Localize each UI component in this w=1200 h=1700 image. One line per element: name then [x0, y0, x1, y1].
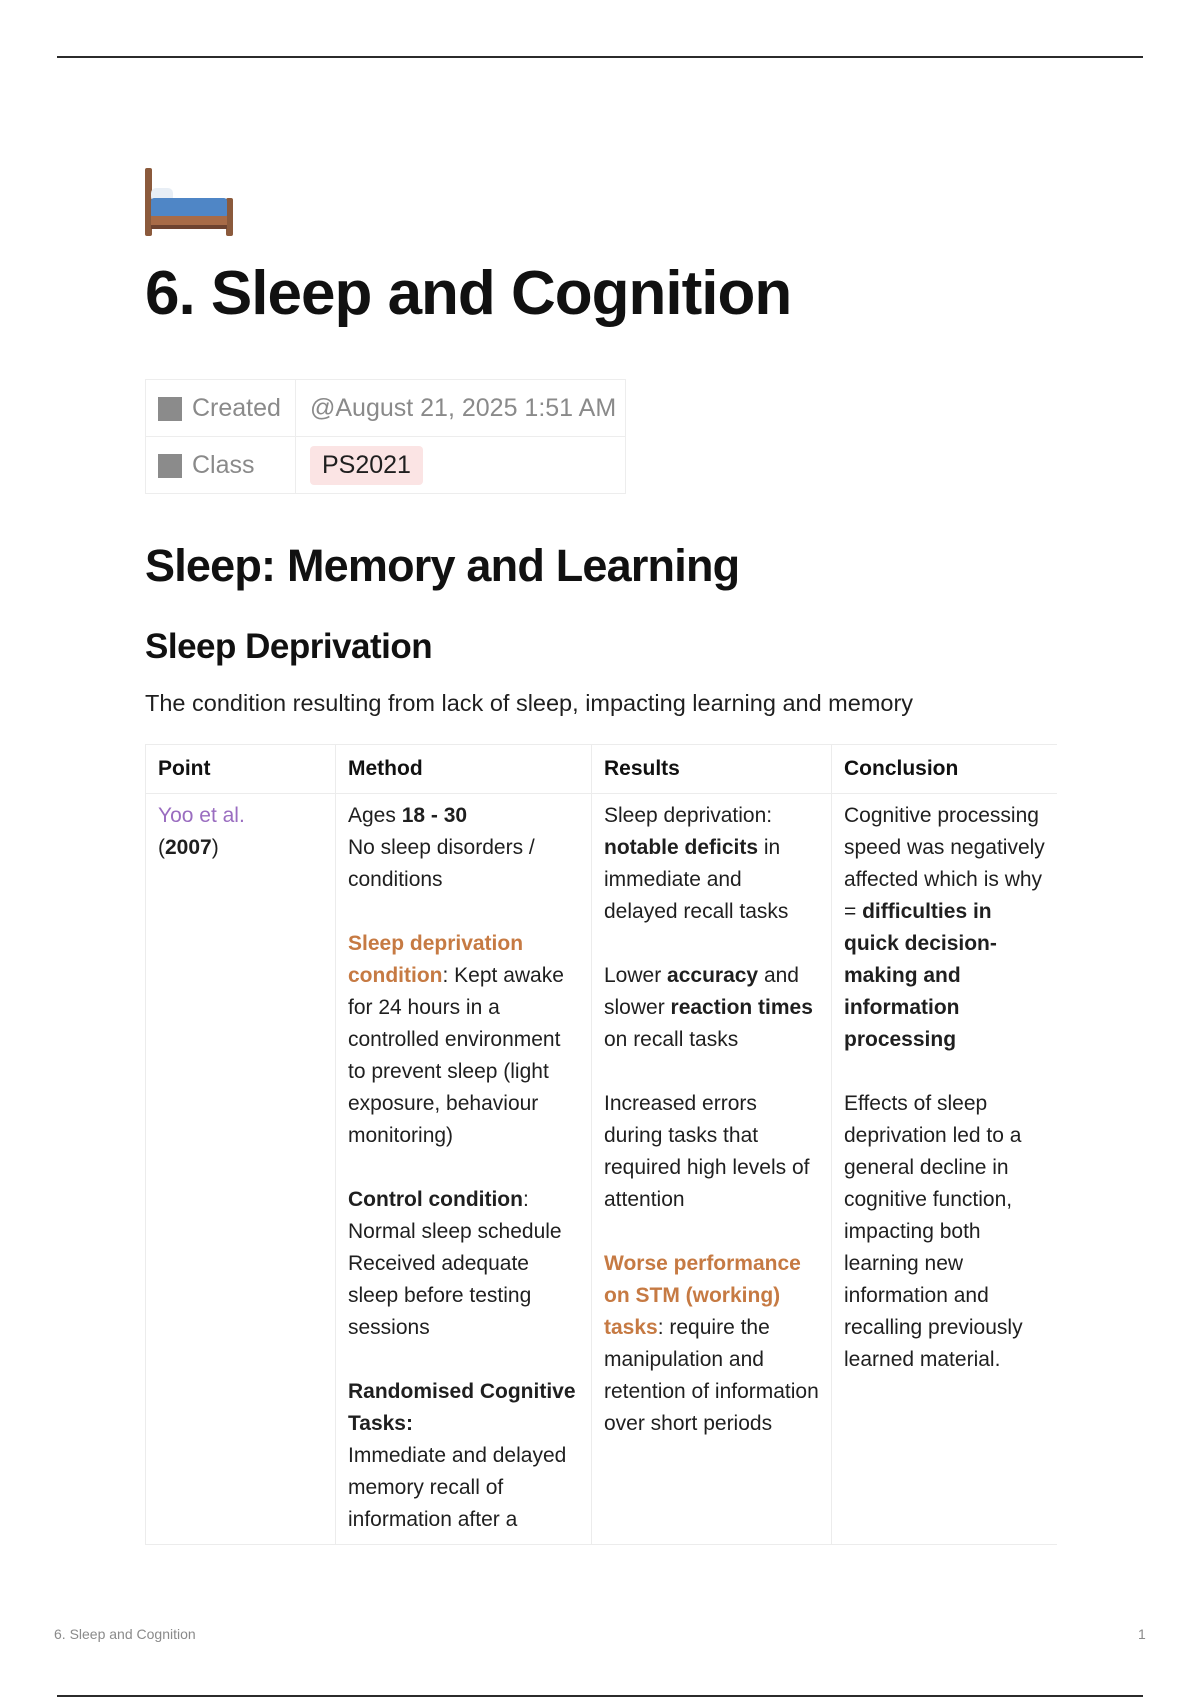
column-header-method: Method [336, 745, 592, 794]
column-header-point: Point [146, 745, 336, 794]
column-header-results: Results [592, 745, 832, 794]
study-year: (2007) [158, 836, 219, 859]
sleep-deprivation-label: Sleep deprivation condition [348, 932, 524, 987]
property-name: Class [192, 450, 255, 479]
randomised-tasks-label: Randomised Cognitive Tasks: [348, 1380, 576, 1435]
results-cell: Sleep deprivation: notable deficits in immediate and delayed recall tasks Lower accuracy and slower reaction times on recall tasks Increased errors during tasks that required high levels of attention Worse performance on STM (working) tasks: require the manipulation and retention of information over short periods [592, 794, 832, 1545]
notes-table-container [145, 744, 1057, 1556]
property-row-created [146, 380, 626, 437]
class-tag[interactable]: PS2021 [310, 446, 423, 485]
column-header-conclusion: Conclusion [832, 745, 1058, 794]
subsection-heading: Sleep Deprivation [145, 627, 433, 666]
property-icon [158, 397, 182, 421]
property-value-created[interactable]: @August 21, 2025 1:51 AM [296, 380, 626, 437]
table-header-row [146, 745, 1058, 794]
author-link[interactable]: Yoo et al. [158, 804, 245, 827]
property-row-class [146, 437, 626, 494]
worse-performance-label: Worse performance on STM (working) tasks [604, 1252, 801, 1339]
bottom-rule [57, 1695, 1143, 1697]
page-title: 6. Sleep and Cognition [145, 259, 792, 328]
property-icon [158, 454, 182, 478]
control-condition-label: Control condition [348, 1188, 523, 1211]
method-cell: Ages 18 - 30 No sleep disorders / conditions Sleep deprivation condition: Kept awake for 24 hours in a controlled environment to prevent sleep (light exposure, behaviour monitoring) Control condition: Normal sleep schedule Received adequate sleep before testing sessions Randomised Cognitive Tasks: Immediate and delayed memory recall of information after a [336, 794, 592, 1545]
properties-table [145, 379, 626, 494]
footer-page-title: 6. Sleep and Cognition [54, 1626, 196, 1642]
notes-table [145, 744, 1057, 1545]
top-rule [57, 56, 1143, 58]
footer-page-number: 1 [1138, 1626, 1146, 1642]
bed-icon [145, 168, 233, 236]
property-name: Created [192, 393, 281, 422]
conclusion-cell: Cognitive processing speed was negatively affected which is why = difficulties in quick decision-making and information processing Effects of sleep deprivation led to a general decline in cognitive function, impacting both learning new information and recalling previously learned material. [832, 794, 1058, 1545]
age-range: 18 - 30 [401, 804, 468, 827]
intro-paragraph: The condition resulting from lack of sleep, impacting learning and memory [145, 690, 914, 716]
point-cell [146, 794, 336, 1545]
table-row [146, 794, 1058, 1545]
section-heading: Sleep: Memory and Learning [145, 540, 740, 591]
